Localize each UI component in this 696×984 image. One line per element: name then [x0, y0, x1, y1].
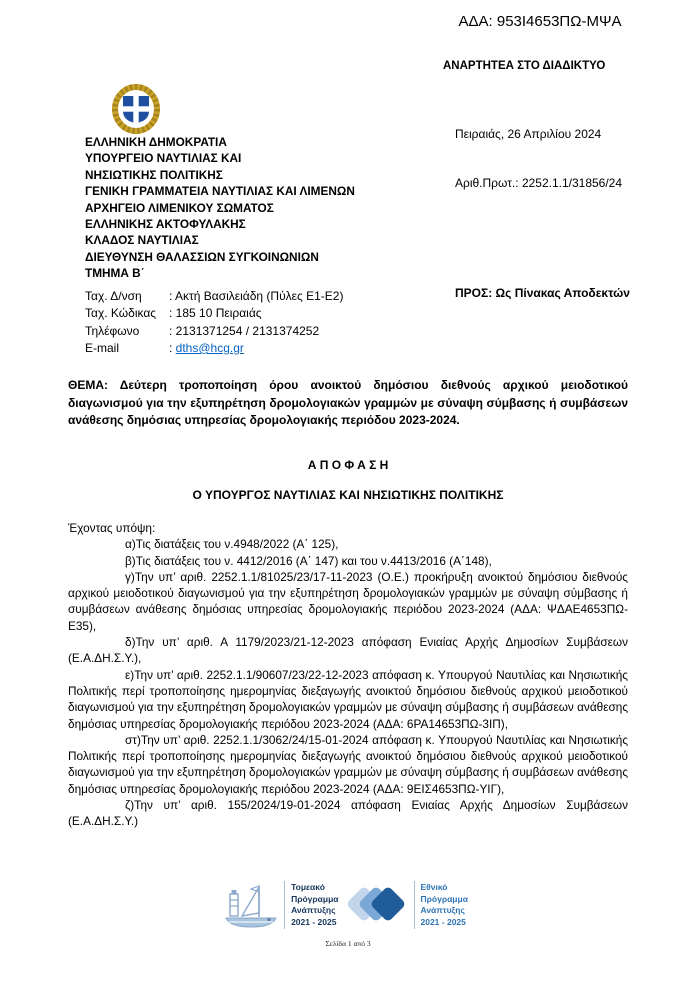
footer-logos	[0, 881, 696, 929]
subject-paragraph: ΘΕΜΑ: Δεύτερη τροποποίηση όρου ανοικτού δημόσιου διεθνούς αρχικού μειοδοτικού διαγωνισμού για την εξυπηρέτηση δρομολογιακών γραμμών με σύναψη σύμβασης ή συμβάσεων ανάθεσης δημόσιας υπηρεσίας δρομολογιακής περιόδου 2023-2024.	[68, 378, 628, 428]
ship-logo-icon	[222, 881, 280, 929]
body-intro: Έχοντας υπόψη:	[68, 521, 156, 535]
page-number: Σελίδα 1 από 3	[325, 939, 371, 948]
body-item-a: α)Τις διατάξεις του ν.4948/2022 (Α΄ 125),	[125, 537, 339, 552]
contact-value: : Ακτή Βασιλειάδη (Πύλες Ε1-Ε2)	[169, 289, 344, 303]
triple-chevron-icon	[347, 882, 409, 928]
program-right-label: Εθνικό Πρόγραμμα Ανάπτυξης 2021 - 2025	[414, 881, 474, 929]
org-line: ΑΡΧΗΓΕΙΟ ΛΙΜΕΝΙΚΟΥ ΣΩΜΑΤΟΣ	[85, 200, 274, 215]
org-line: ΔΙΕΥΘΥΝΣΗ ΘΑΛΑΣΣΙΩΝ ΣΥΓΚΟΙΝΩΝΙΩΝ	[85, 249, 319, 264]
contact-colon: :	[169, 340, 176, 355]
emblem-svg	[111, 83, 161, 135]
org-line: ΕΛΛΗΝΙΚΗΣ ΑΚΤΟΦΥΛΑΚΗΣ	[85, 217, 246, 232]
org-line: ΚΛΑΔΟΣ ΝΑΥΤΙΛΙΑΣ	[85, 233, 199, 248]
contact-value: : 185 10 Πειραιάς	[169, 306, 262, 321]
minister-title: Ο ΥΠΟΥΡΓΟΣ ΝΑΥΤΙΛΙΑΣ ΚΑΙ ΝΗΣΙΩΤΙΚΗΣ ΠΟΛΙΤΙΚΗΣ	[192, 488, 504, 502]
email-link[interactable]: dths@hcg.gr	[175, 340, 244, 355]
decision-title: Α Π Ο Φ Α Σ Η	[307, 458, 389, 472]
org-line: ΝΗΣΙΩΤΙΚΗΣ ΠΟΛΙΤΙΚΗΣ	[85, 167, 223, 182]
contact-row-email	[85, 340, 343, 357]
body-item-z: ζ)Την υπ’ αριθ. 155/2024/19-01-2024 απόφαση Ενιαίας Αρχής Δημοσίων Συμβάσεων (Ε.Α.ΔΗ.Σ.Υ.)	[68, 798, 628, 829]
program-left-label: Τομεακό Πρόγραμμα Ανάπτυξης 2021 - 2025	[284, 881, 344, 929]
body-item-b: β)Τις διατάξεις του ν. 4412/2016 (Α΄ 147) και του ν.4413/2016 (Α΄148),	[125, 553, 492, 568]
ministry-header-block	[85, 134, 355, 282]
contact-row	[85, 305, 343, 322]
contact-block	[85, 288, 343, 357]
city-date: Πειραιάς, 26 Απριλίου 2024	[455, 127, 602, 141]
contact-value: : 2131371254 / 2131374252	[169, 323, 320, 338]
org-line: ΕΛΛΗΝΙΚΗ ΔΗΜΟΚΡΑΤΙΑ	[85, 135, 227, 149]
ada-code: ΑΔΑ: 953Ι4653ΠΩ-ΜΨΑ	[458, 13, 622, 30]
body-text	[68, 520, 628, 830]
body-item-st: στ)Την υπ’ αριθ. 2252.1.1/3062/24/15-01-2024 απόφαση κ. Υπουργού Ναυτιλίας και Νησιωτικής Πολιτικής περί τροποποίησης ημερομηνίας διεξαγωγής ανοικτού δημόσιου διεθνούς αρχικού μειοδοτικού διαγωνισμού για την εξυπηρέτηση δρομολογιακών γραμμών με σύναψη σύμβασης ή συμβάσεων ανάθεσης δημόσιας υπηρεσίας δρομολογιακής περιόδου 2023-2024 (ΑΔΑ: 9ΕΙΣ4653ΠΩ-ΥΙΓ),	[68, 732, 628, 796]
contact-row	[85, 288, 343, 305]
body-item-d: δ)Την υπ’ αριθ. Α 1179/2023/21-12-2023 απόφαση Ενιαίας Αρχής Δημοσίων Συμβάσεων (Ε.Α.ΔΗ.Σ.Υ.),	[68, 635, 628, 666]
contact-label: Τηλέφωνο	[85, 323, 140, 338]
org-line: ΤΜΗΜΑ Β΄	[85, 266, 145, 281]
contact-row	[85, 323, 343, 340]
org-line: ΓΕΝΙΚΗ ΓΡΑΜΜΑΤΕΙΑ ΝΑΥΤΙΛΙΑΣ ΚΑΙ ΛΙΜΕΝΩΝ	[85, 184, 355, 199]
recipients-line: ΠΡΟΣ: Ως Πίνακας Αποδεκτών	[455, 286, 630, 300]
contact-label: Ταχ. Κώδικας	[85, 306, 157, 321]
hellenic-republic-emblem-icon	[111, 83, 161, 140]
body-item-c: γ)Την υπ’ αριθ. 2252.1.1/81025/23/17-11-2023 (Ο.Ε.) προκήρυξη ανοικτού δημόσιου διεθνούς αρχικού μειοδοτικού διαγωνισμού για την εξυπηρέτηση δρομολογιακών γραμμών με σύναψη σύμβασης ή συμβάσεων ανάθεσης δημόσιας υπηρεσίας δρομολογιακής περιόδου 2023-2024 (ΑΔΑ: ΨΔΑΕ4653ΠΩ-Ε35),	[68, 569, 628, 633]
contact-label: E-mail	[85, 340, 120, 355]
org-line: ΥΠΟΥΡΓΕΙΟ ΝΑΥΤΙΛΙΑΣ ΚΑΙ	[85, 151, 242, 166]
body-item-e: ε)Την υπ’ αριθ. 2252.1.1/90607/23/22-12-2023 απόφαση κ. Υπουργού Ναυτιλίας και Νησιωτικής Πολιτικής περί τροποποίησης ημερομηνίας διεξαγωγής ανοικτού δημόσιου διεθνούς αρχικού μειοδοτικού διαγωνισμού για την εξυπηρέτηση δρομολογιακών γραμμών με σύναψη σύμβασης ή συμβάσεων ανάθεσης δημόσιας υπηρεσίας δρομολογιακής περιόδου 2023-2024 (ΑΔΑ: 6ΡΑ14653ΠΩ-3ΙΠ),	[68, 667, 628, 731]
contact-label: Ταχ. Δ/νση	[85, 289, 142, 303]
protocol-number: Αριθ.Πρωτ.: 2252.1.1/31856/24	[455, 176, 623, 190]
anartitea-label: ΑΝΑΡΤΗΤΕΑ ΣΤΟ ΔΙΑΔΙΚΤΥΟ	[443, 60, 606, 72]
